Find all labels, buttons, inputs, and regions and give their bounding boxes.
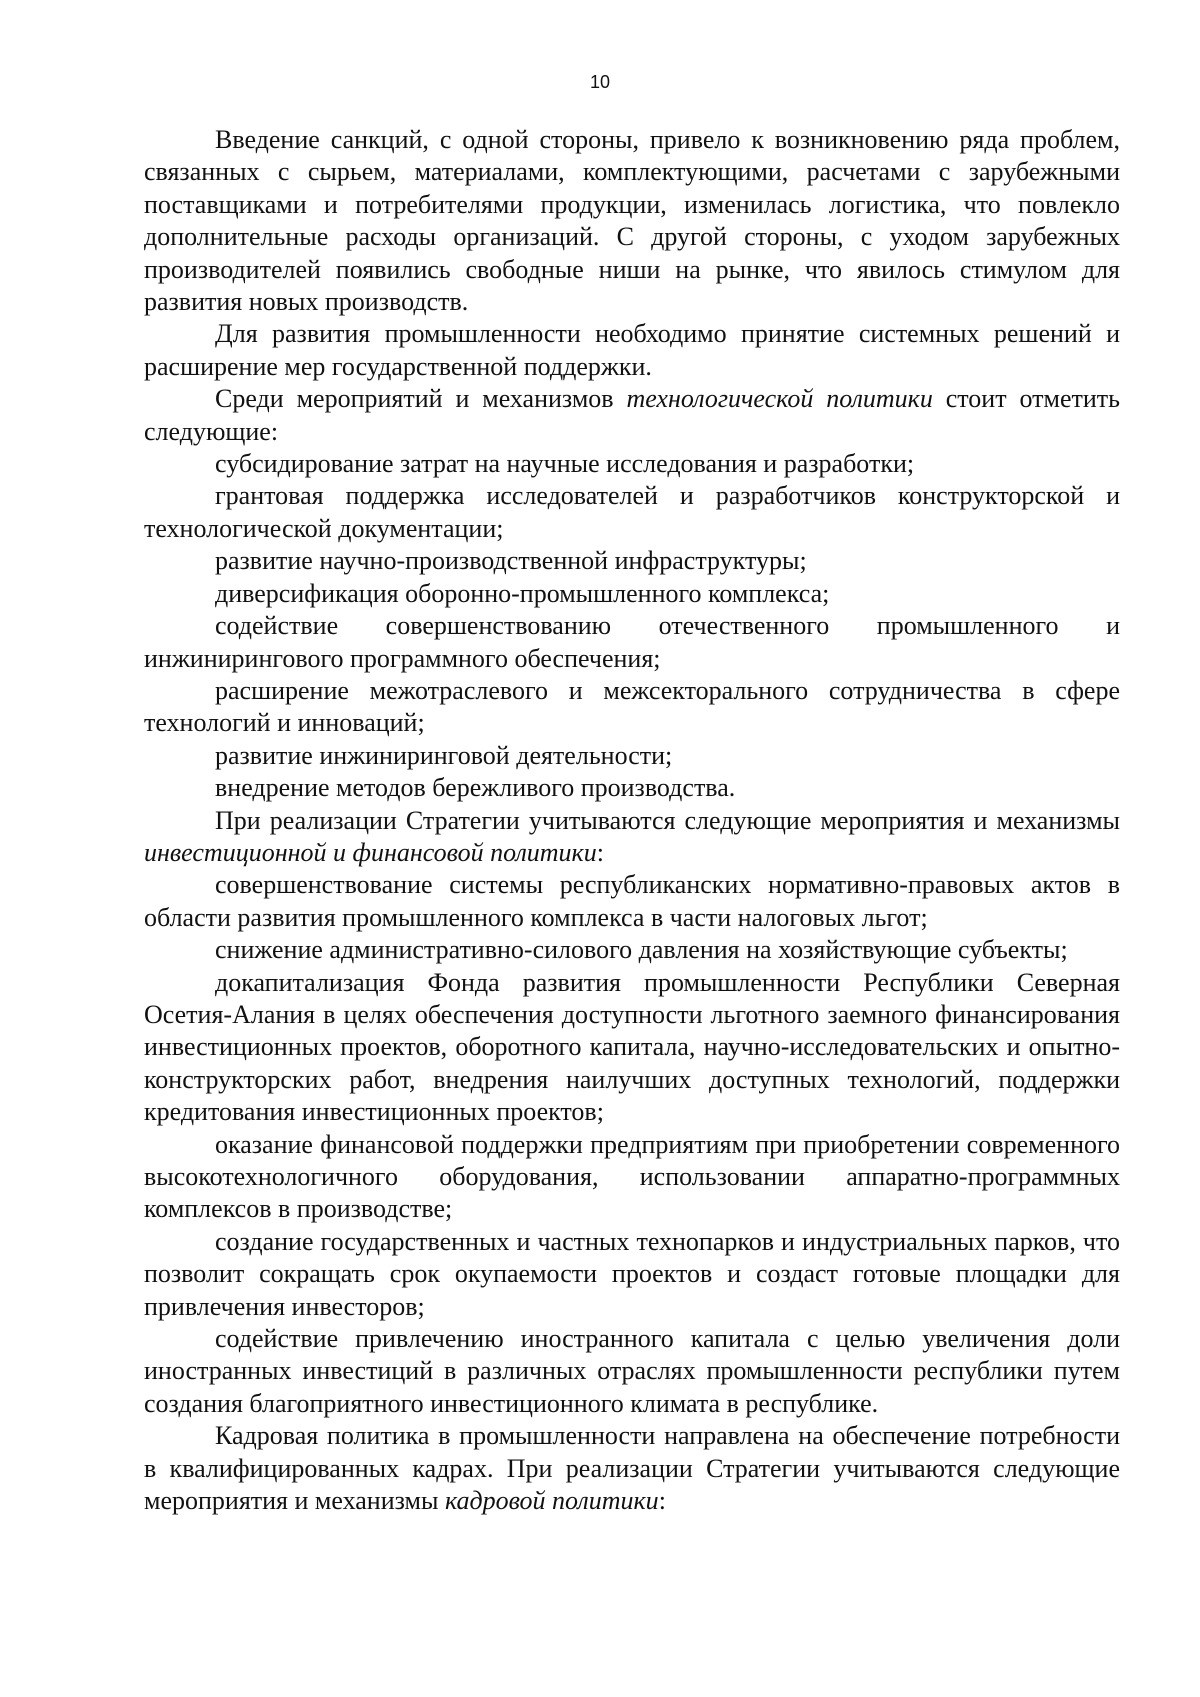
list-item: диверсификация оборонно-промышленного комплекса;: [215, 578, 830, 608]
paragraph-text: стоит отметить следующие:: [144, 384, 1120, 446]
paragraph-text: Среди мероприятий и механизмов: [215, 384, 627, 414]
list-item: субсидирование затрат на научные исследования и разработки;: [215, 449, 915, 479]
list-item: снижение административно-силового давления на хозяйствующие субъекты;: [215, 935, 1068, 965]
list-item: развитие научно-производственной инфраструктуры;: [215, 546, 807, 576]
list-item: создание государственных и частных технопарков и индустриальных парков, что позволит сокращать срок окупаемости проектов и создаст готовые площадки для привлечения инвесторов;: [144, 1226, 1120, 1321]
paragraph: [144, 805, 1120, 870]
page-number: 10: [589, 72, 611, 92]
list-item: докапитализация Фонда развития промышленности Республики Северная Осетия-Алания в целях обеспечения доступности льготного заемного финансирования инвестиционных проектов, оборотного капитала, научно-исследовательских и опытно-конструкторских работ, внедрения наилучших доступных технологий, поддержки кредитования инвестиционных проектов;: [144, 967, 1120, 1127]
italic-term: технологической политики: [626, 384, 933, 414]
paragraph: Для развития промышленности необходимо принятие системных решений и расширение мер государственной поддержки.: [144, 319, 1120, 381]
list-item: оказание финансовой поддержки предприятиям при приобретении современного высокотехнологичного оборудования, использовании аппаратно-программных комплексов в производстве;: [144, 1129, 1120, 1224]
list-item: содействие совершенствованию отечественного промышленного и инжинирингового программного обеспечения;: [144, 611, 1120, 673]
list-item: развитие инжиниринговой деятельности;: [215, 740, 673, 770]
document-body: [144, 124, 1120, 1517]
list-item: расширение межотраслевого и межсекторального сотрудничества в сфере технологий и инноваций;: [144, 675, 1120, 738]
paragraph: Введение санкций, с одной стороны, привело к возникновению ряда проблем, связанных с сырьем, материалами, комплектующими, расчетами с зарубежными поставщиками и потребителями продукции, изменилась логистика, что повлекло дополнительные расходы организаций. С другой стороны, с уходом зарубежных производителей появились свободные ниши на рынке, что явилось стимулом для развития новых производств.: [144, 125, 1120, 317]
italic-term: кадровой политики: [444, 1486, 659, 1516]
list-item: грантовая поддержка исследователей и разработчиков конструкторской и технологической документации;: [144, 481, 1120, 543]
paragraph: [144, 383, 1120, 448]
paragraph-text: При реализации Стратегии учитываются следующие мероприятия и механизмы: [215, 805, 1120, 835]
paragraph-text: :: [596, 837, 604, 867]
list-item: внедрение методов бережливого производства.: [215, 773, 736, 803]
paragraph: [144, 1420, 1120, 1517]
list-item: содействие привлечению иностранного капитала с целью увеличения доли иностранных инвестиций в различных отраслях промышленности республики путем создания благоприятного инвестиционного климата в республике.: [144, 1324, 1120, 1418]
paragraph-text: Кадровая политика в промышленности направлена на обеспечение потребности в квалифицированных кадрах. При реализации Стратегии учитываются следующие мероприятия и механизмы: [144, 1421, 1120, 1516]
paragraph-text: :: [658, 1486, 666, 1516]
list-item: совершенствование системы республиканских нормативно-правовых актов в области развития промышленного комплекса в части налоговых льгот;: [144, 870, 1120, 932]
italic-term: инвестиционной и финансовой политики: [144, 837, 597, 867]
